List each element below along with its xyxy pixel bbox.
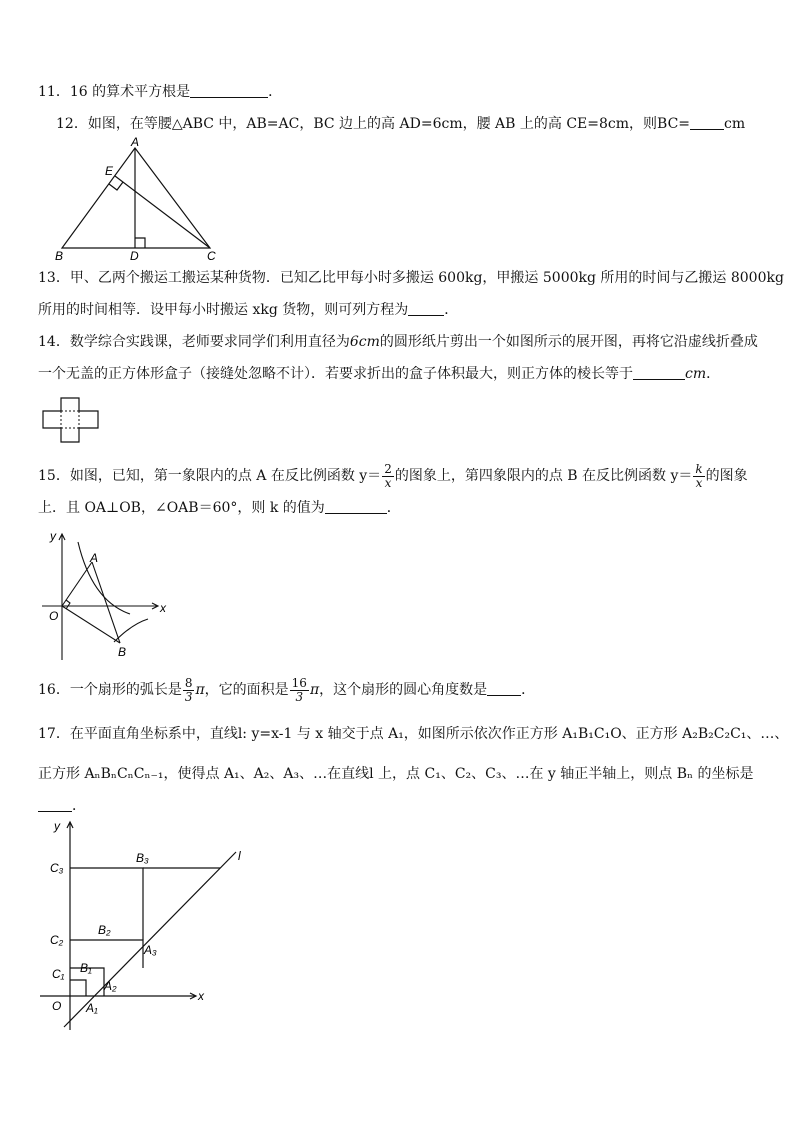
- question-14-line1: 14．数学综合实践课，老师要求同学们利用直径为6cm的圆形纸片剪出一个如图所示的展开图，再将它沿虚线折叠成: [38, 334, 758, 350]
- q12-triangle-diagram: [50, 136, 230, 266]
- q17-label-A2: A₂: [104, 979, 117, 993]
- q15-answer-blank[interactable]: [325, 499, 387, 514]
- question-13-line1: 13．甲、乙两个搬运工搬运某种货物．已知乙比甲每小时多搬运 600kg，甲搬运 5000kg 所用的时间与乙搬运 8000kg: [38, 270, 784, 286]
- q17-label-C1: C₁: [52, 967, 65, 981]
- q14-cube-net-diagram: [42, 394, 106, 448]
- q12-label-E: E: [105, 164, 114, 178]
- q15-label-y: y: [50, 529, 56, 543]
- q17-label-A1: A₁: [86, 1001, 98, 1015]
- question-16: 16．一个扇形的弧长是 $\frac{8}{3}$ π，它的面积是 $\frac{16}{3}$ π，这个扇形的圆心角度数是 ．: [38, 675, 536, 704]
- q17-answer-blank[interactable]: [38, 797, 72, 812]
- question-11: 11．16 的算术平方根是 ．: [38, 84, 283, 100]
- q11-text: 11．16 的算术平方根是: [38, 84, 191, 100]
- q15-coordinate-diagram: [40, 526, 180, 666]
- q17-label-B2: B₂: [98, 923, 111, 937]
- q17-label-C2: C₂: [50, 933, 64, 947]
- q17-label-x: x: [198, 989, 204, 1003]
- q12-label-D: D: [130, 249, 139, 263]
- q17-label-A3: A₃: [144, 943, 157, 957]
- q14-unit-6cm: 6cm: [349, 334, 380, 350]
- q12-label-A: A: [131, 135, 140, 149]
- q15-label-A: A: [90, 551, 99, 565]
- q17-label-B3: B₃: [136, 851, 149, 865]
- q15-label-O: O: [49, 609, 59, 623]
- q14-answer-blank[interactable]: [633, 365, 685, 380]
- q15-fraction-2-over-x: $\frac{2}{x}$: [384, 461, 392, 490]
- question-15-line1: 15．如图，已知，第一象限内的点 A 在反比例函数 y＝ $\frac{2}{x}$ 的图象上，第四象限内的点 B 在反比例函数 y＝ $\frac{k}{x}$ 的图象: [38, 461, 748, 490]
- q17-label-l: l: [238, 849, 241, 863]
- q11-answer-blank[interactable]: [190, 83, 268, 98]
- q17-label-C3: C₃: [50, 861, 64, 875]
- q17-label-O: O: [52, 999, 62, 1013]
- q12-text: 12．如图，在等腰△ABC 中，AB=AC，BC 边上的高 AD=6cm，腰 AB 上的高 CE=8cm，则BC=: [56, 116, 691, 132]
- q12-answer-blank[interactable]: [690, 115, 724, 130]
- question-12: 12．如图，在等腰△ABC 中，AB=AC，BC 边上的高 AD=6cm，腰 AB 上的高 CE=8cm，则BC= cm: [56, 116, 746, 132]
- q13-answer-blank[interactable]: [408, 301, 444, 316]
- q15-label-x: x: [160, 601, 166, 615]
- question-13-line2: 所用的时间相等．设甲每小时搬运 xkg 货物，则可列方程为 ．: [38, 302, 459, 318]
- question-14-line2: 一个无盖的正方体形盒子（接缝处忽略不计）．若要求折出的盒子体积最大，则正方体的棱长等于 cm．: [38, 366, 721, 382]
- q16-fraction-16-over-3: $\frac{16}{3}$: [291, 675, 307, 704]
- question-17-line3: ．: [38, 796, 86, 816]
- question-15-line2: 上．且 OA⊥OB，∠OAB＝60°，则 k 的值为 ．: [38, 500, 401, 516]
- q16-fraction-8-over-3: $\frac{8}{3}$: [184, 675, 193, 704]
- q17-label-B1: B₁: [80, 961, 92, 975]
- q12-label-C: C: [207, 249, 216, 263]
- q17-squares-diagram: [40, 818, 260, 1038]
- q15-label-B: B: [118, 645, 127, 659]
- q15-fraction-k-over-x: $\frac{k}{x}$: [695, 461, 703, 490]
- question-17-line1: 17．在平面直角坐标系中，直线l: y=x-1 与 x 轴交于点 A₁，如图所示依次作正方形 A₁B₁C₁O、正方形 A₂B₂C₂C₁、…、: [38, 726, 789, 742]
- q16-answer-blank[interactable]: [487, 681, 521, 696]
- question-17-line2: 正方形 AₙBₙCₙCₙ₋₁，使得点 A₁、A₂、A₃、…在直线l 上，点 C₁、C₂、C₃、…在 y 轴正半轴上，则点 Bₙ 的坐标是: [38, 766, 754, 782]
- q12-label-B: B: [55, 249, 64, 263]
- q17-label-y: y: [54, 819, 60, 833]
